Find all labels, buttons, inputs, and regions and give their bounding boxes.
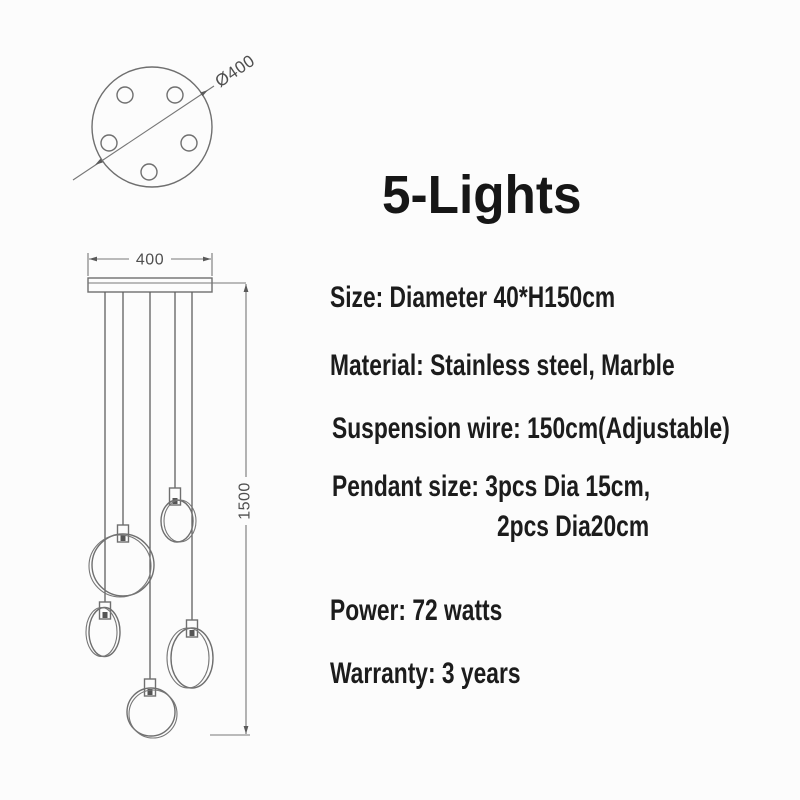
mounting-hole: [101, 135, 117, 151]
front-view: [86, 250, 256, 738]
spec-warranty: Warranty: 3 years: [330, 657, 521, 690]
pendant-globe: [92, 534, 154, 596]
dimension-arrow: [200, 90, 208, 96]
spec-material: Material: Stainless steel, Marble: [330, 349, 675, 382]
plan-view: [73, 51, 258, 187]
dimension-arrow: [244, 726, 249, 734]
plan-diameter-label: Ø400: [211, 50, 259, 92]
dimension-arrow: [89, 257, 97, 262]
socket-detail: [103, 612, 108, 618]
pendant-globe-rim: [164, 500, 196, 542]
spec-size: Size: Diameter 40*H150cm: [330, 281, 616, 314]
canopy-bar: [88, 278, 212, 292]
canopy-width-label: 400: [135, 251, 165, 269]
dimension-arrow: [203, 257, 211, 262]
product-title: 5-Lights: [382, 165, 582, 225]
pendant-globe: [161, 500, 193, 542]
socket-detail: [190, 630, 195, 636]
spec-power: Power: 72 watts: [330, 594, 503, 627]
pendant: [161, 488, 196, 542]
pendant: [86, 602, 120, 657]
spec-pendant-size-line2: 2pcs Dia20cm: [497, 510, 650, 543]
technical-drawing: [0, 0, 330, 760]
pendant: [127, 679, 177, 738]
pendant-globe-rim: [89, 535, 151, 597]
mounting-hole: [141, 164, 157, 180]
pendant-globe-rim: [86, 608, 117, 657]
spec-suspension-wire: Suspension wire: 150cm(Adjustable): [332, 412, 730, 445]
pendant: [167, 620, 213, 688]
mounting-hole: [117, 87, 133, 103]
dimension-arrow: [244, 284, 249, 292]
mounting-hole: [167, 87, 183, 103]
pendant: [89, 525, 154, 597]
drop-height-label: 1500: [236, 482, 254, 520]
mounting-hole: [181, 135, 197, 151]
pendant-globe-rim: [129, 690, 177, 738]
spec-pendant-size-line1: Pendant size: 3pcs Dia 15cm,: [332, 470, 651, 503]
